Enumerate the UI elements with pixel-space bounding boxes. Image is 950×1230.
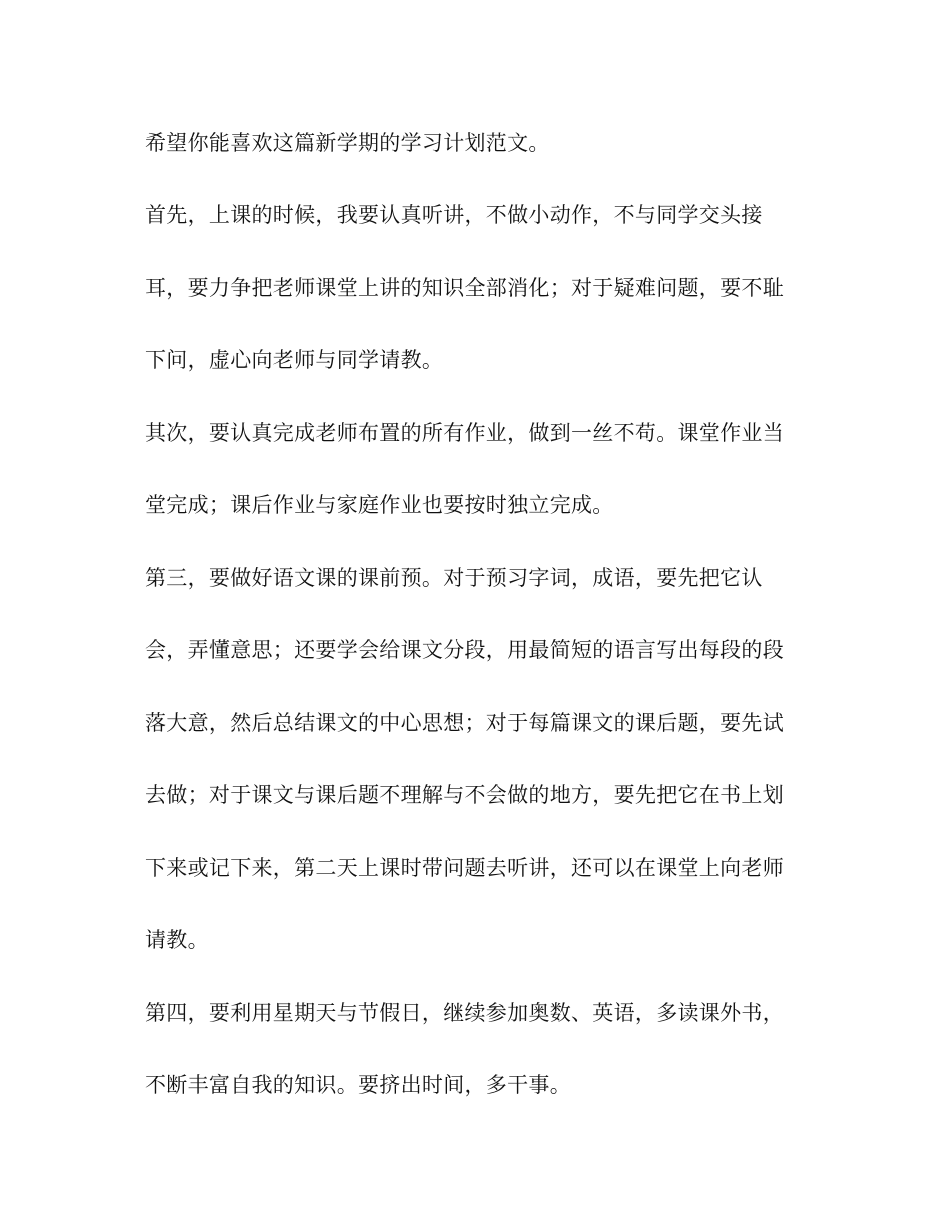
text-line-14: 不断丰富自我的知识。要挤出时间，多干事。 <box>145 1073 571 1097</box>
text-line-1: 希望你能喜欢这篇新学期的学习计划范文。 <box>145 131 550 155</box>
text-line-3: 耳，要力争把老师课堂上讲的知识全部消化；对于疑难问题，要不耻 <box>145 276 784 300</box>
text-line-2: 首先，上课的时候，我要认真听讲，不做小动作，不与同学交头接 <box>145 203 763 227</box>
text-line-8: 会，弄懂意思；还要学会给课文分段，用最简短的语言写出每段的段 <box>145 638 784 662</box>
text-line-10: 去做；对于课文与课后题不理解与不会做的地方，要先把它在书上划 <box>145 783 784 807</box>
text-line-7: 第三，要做好语文课的课前预。对于预习字词，成语，要先把它认 <box>145 566 763 590</box>
text-line-9: 落大意，然后总结课文的中心思想；对于每篇课文的课后题，要先试 <box>145 711 784 735</box>
text-line-13: 第四，要利用星期天与节假日，继续参加奥数、英语，多读课外书， <box>145 1001 784 1025</box>
text-line-5: 其次，要认真完成老师布置的所有作业，做到一丝不苟。课堂作业当 <box>145 421 784 445</box>
text-line-12: 请教。 <box>145 928 209 952</box>
text-line-4: 下问，虚心向老师与同学请教。 <box>145 348 444 372</box>
text-line-11: 下来或记下来，第二天上课时带问题去听讲，还可以在课堂上向老师 <box>145 856 784 880</box>
text-line-6: 堂完成；课后作业与家庭作业也要按时独立完成。 <box>145 493 614 517</box>
